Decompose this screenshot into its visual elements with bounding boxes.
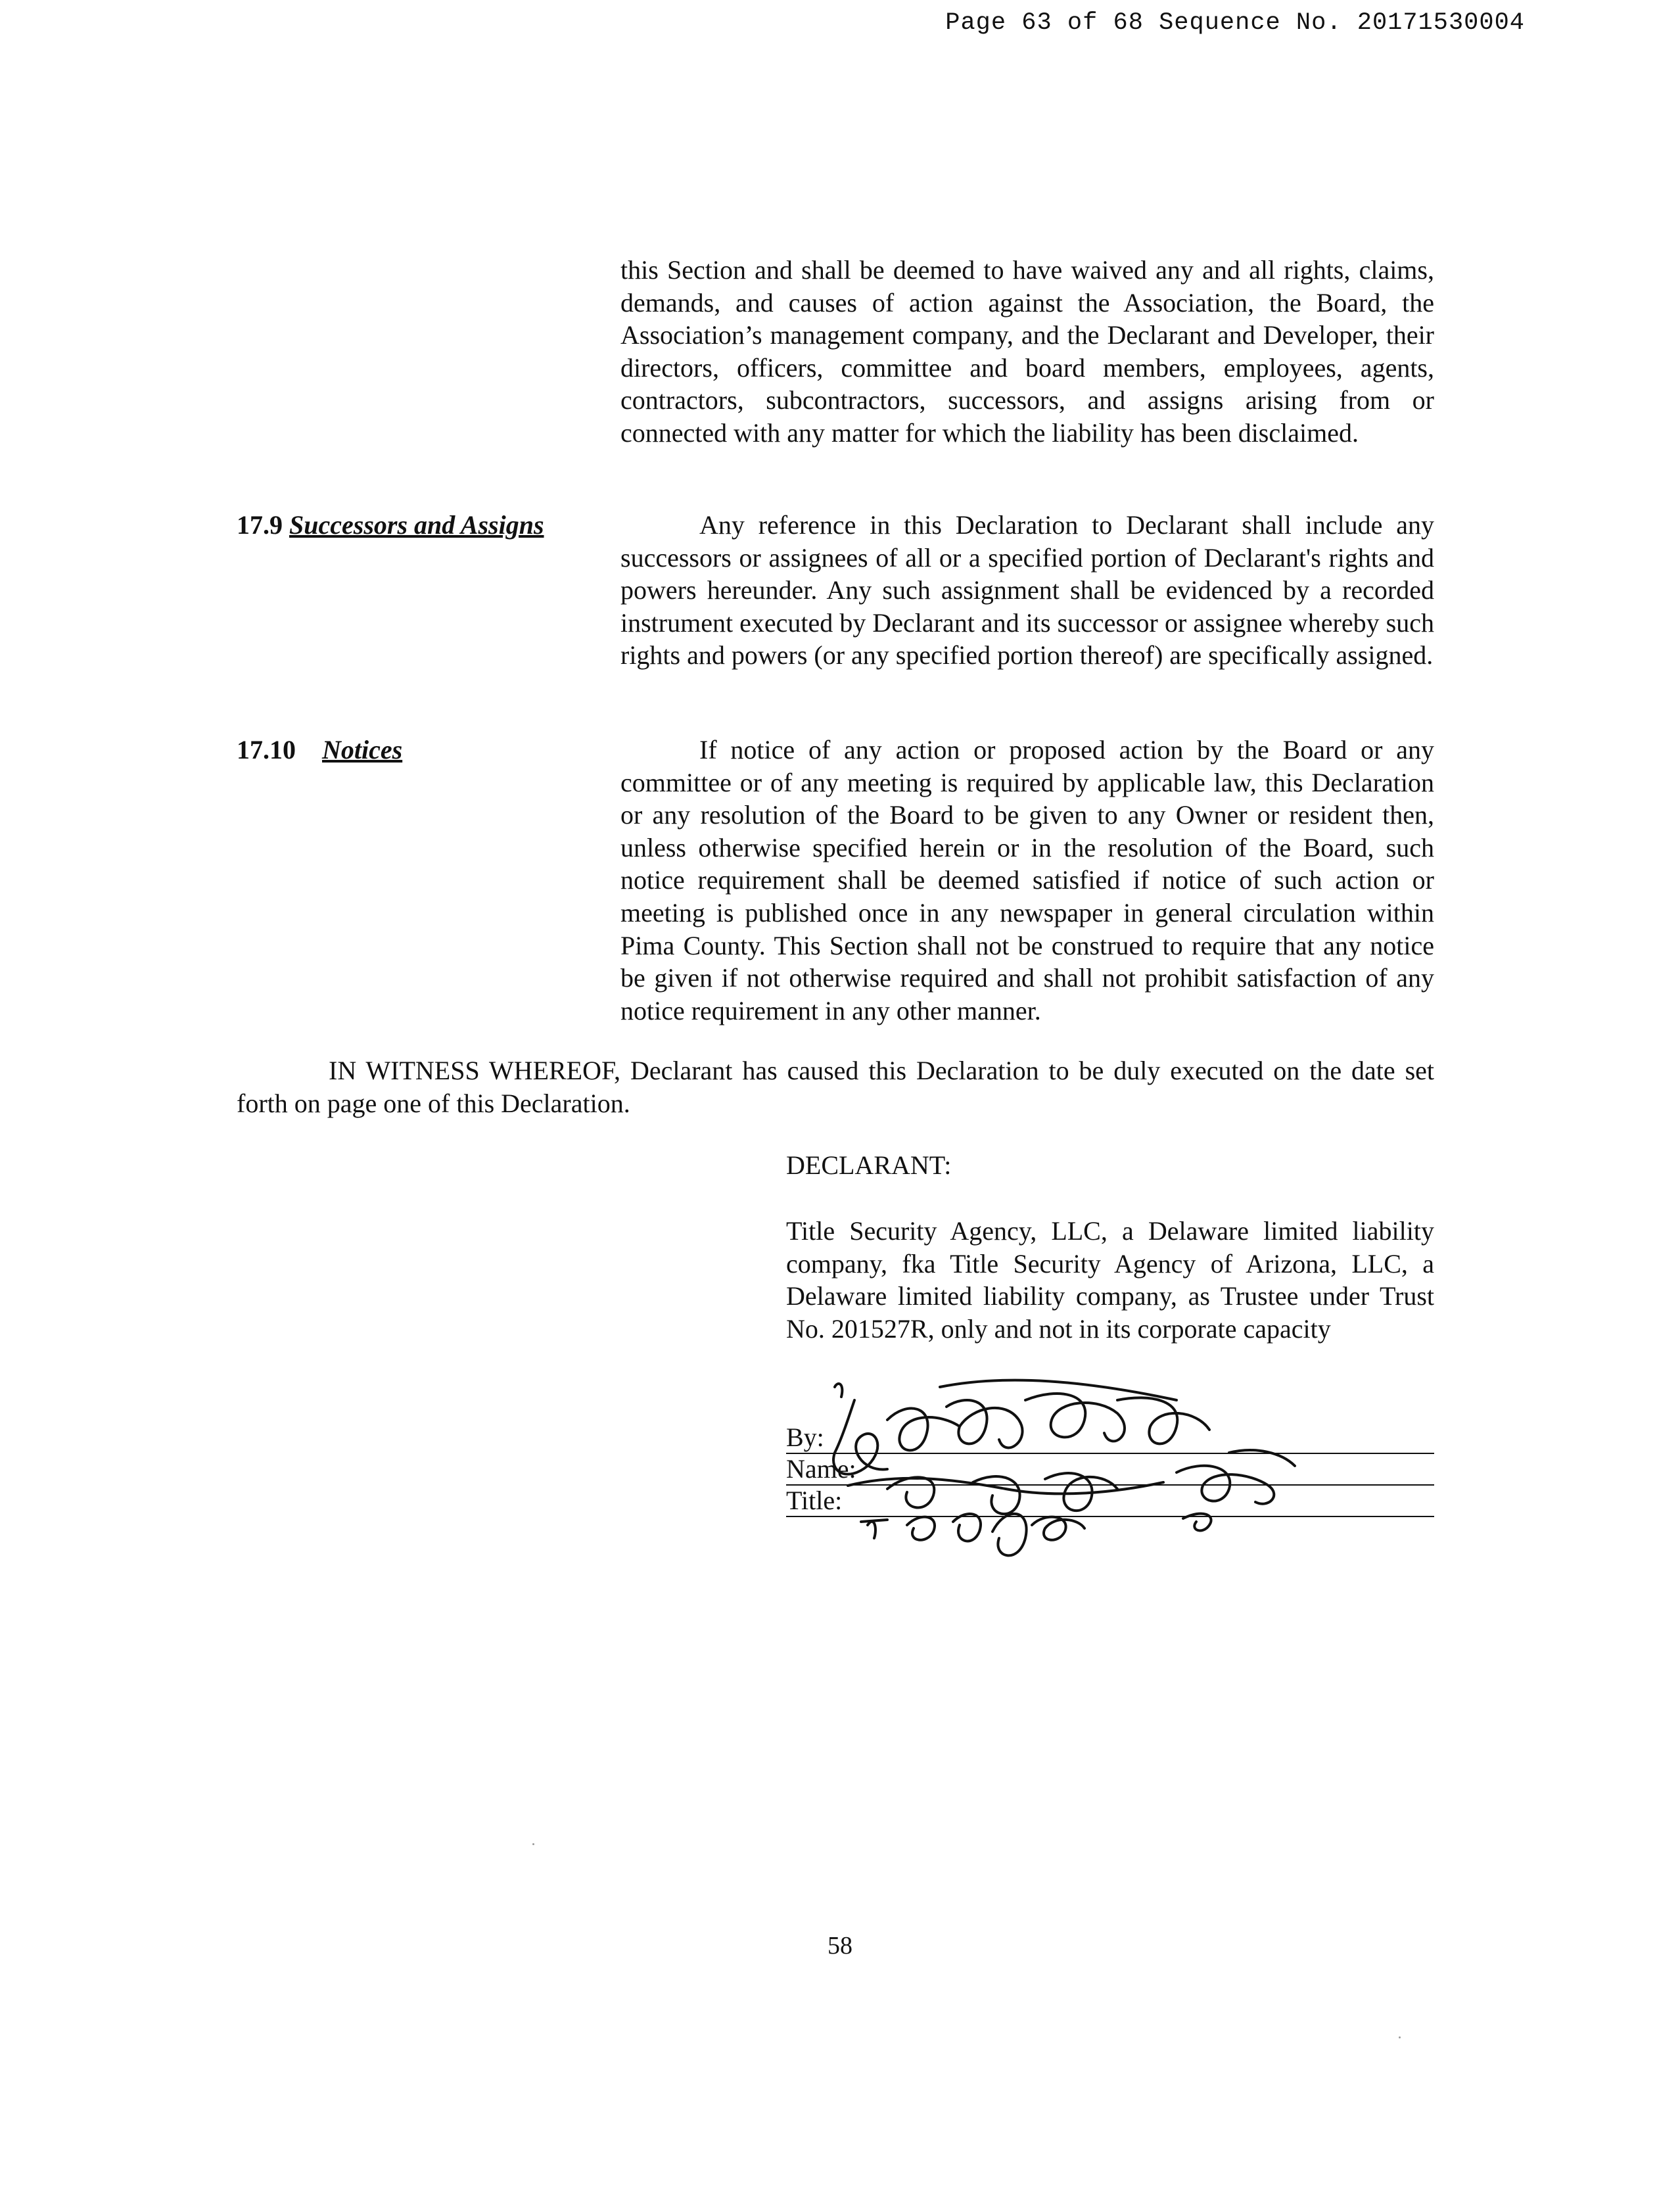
- continuation-paragraph: this Section and shall be deemed to have waived any and all rights, claims, demands, and causes of action against the Association, the Board, the Association’s management company, and the Declarant and Developer, their directors, officers, committee and board members, employees, agents, contractors, subcontractors, successors, and assigns arising from or connected with any matter for which the liability has been disclaimed.: [620, 255, 1434, 448]
- section-number: 17.9: [237, 510, 283, 540]
- title-label: Title:: [786, 1486, 843, 1515]
- section-title: Notices: [322, 735, 403, 764]
- declarant-label: DECLARANT:: [786, 1150, 952, 1180]
- witness-paragraph: IN WITNESS WHEREOF, Declarant has caused this Declaration to be duly executed on the date set forth on page one of this Declaration.: [237, 1056, 1434, 1118]
- section-17-9-body: Any reference in this Declaration to Declarant shall include any successors or assignees of all or a specified portion of Declarant's rights and powers hereunder. Any such assignment shall be evidenced by a recorded instrument executed by Declarant and its successor or assignee whereby such rights and powers (or any specified portion thereof) are specifically assigned.: [620, 510, 1434, 670]
- scan-speck: [532, 1843, 534, 1845]
- name-label: Name:: [786, 1454, 856, 1484]
- page-number: 58: [828, 1932, 852, 1960]
- handwritten-signature: [808, 1374, 1374, 1571]
- section-17-9-heading: [237, 509, 544, 542]
- declarant-entity: Title Security Agency, LLC, a Delaware limited liability company, fka Title Security Agency of Arizona, LLC, a Delaware limited liability company, as Trustee under Trust No. 201527R, only and not in its corporate capacity: [786, 1216, 1434, 1344]
- section-17-10-body: If notice of any action or proposed action by the Board or any committee or of any meeting is required by applicable law, this Declaration or any resolution of the Board to be given to any Owner or resident then, unless otherwise specified herein or in the resolution of the Board, such notice requirement shall be deemed satisfied if notice of such action or meeting is published once in any newspaper in general circulation within Pima County. This Section shall not be construed to require that any notice be given if not otherwise required and shall not prohibit satisfaction of any notice requirement in any other manner.: [620, 735, 1434, 1025]
- by-label: By:: [786, 1422, 824, 1452]
- scan-speck: [1399, 2036, 1401, 2038]
- section-title: Successors and Assigns: [289, 510, 544, 540]
- page-header: Page 63 of 68 Sequence No. 20171530004: [945, 9, 1525, 37]
- section-17-10-heading: [237, 734, 402, 766]
- section-number: 17.10: [237, 735, 296, 764]
